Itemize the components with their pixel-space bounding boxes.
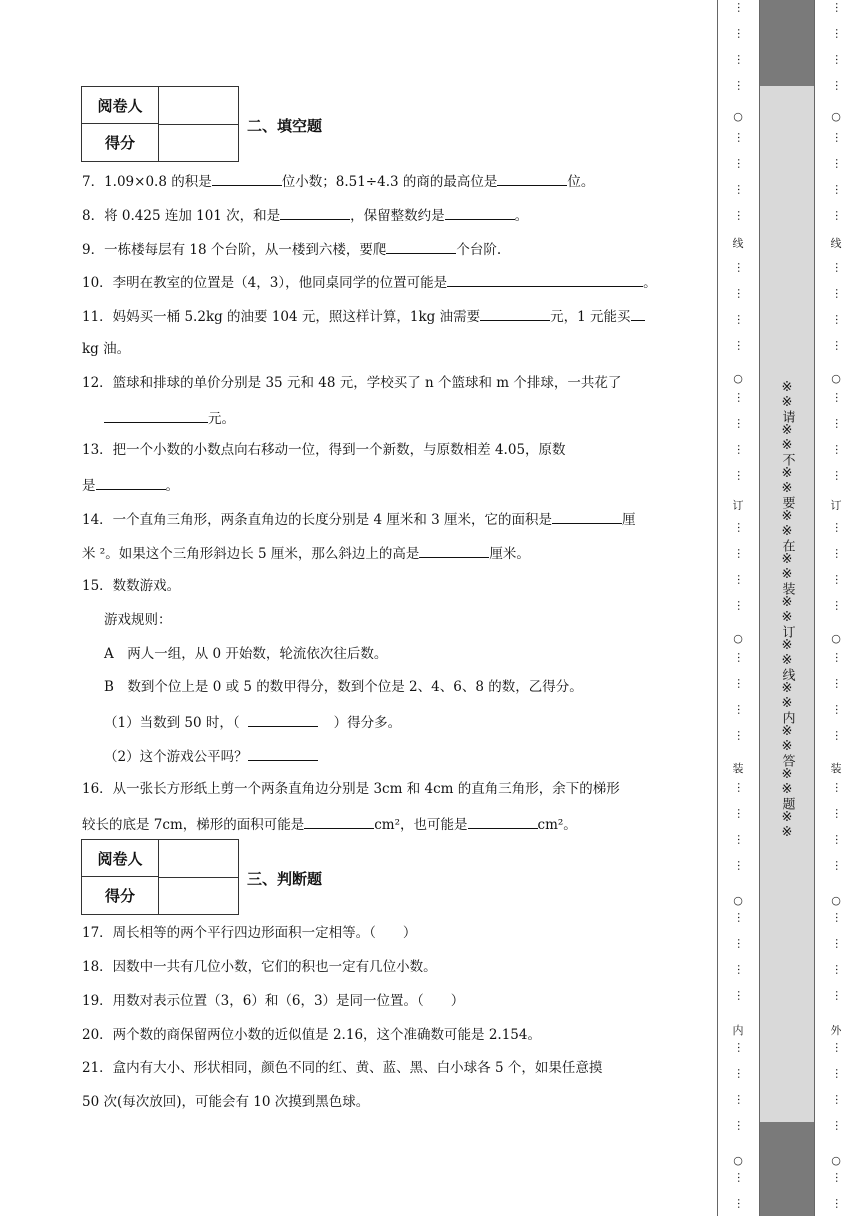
dot-mark: … — [735, 1120, 748, 1131]
dot-mark: … — [735, 210, 748, 221]
dot-mark: … — [735, 730, 748, 741]
dot-mark: … — [833, 1094, 846, 1105]
binding-label: 线 — [830, 237, 842, 250]
dot-mark: … — [735, 1094, 748, 1105]
question-13: 13．把一个小数的小数点向右移动一位，得到一个新数，与原数相差 4.05，原数 — [82, 442, 566, 458]
circle-mark: ○ — [733, 894, 743, 907]
dot-mark: … — [833, 1042, 846, 1053]
answer-blank[interactable] — [280, 205, 350, 220]
dot-mark: … — [833, 1068, 846, 1079]
answer-blank[interactable] — [552, 509, 622, 524]
dot-mark: … — [735, 600, 748, 611]
game-rule-a: A 两人一组，从 0 开始数，轮流依次往后数。 — [104, 646, 388, 662]
dot-mark: … — [735, 860, 748, 871]
question-7: 7．1.09×0.8 的积是 位小数；8.51÷4.3 的商的最高位是 位。 — [82, 171, 594, 191]
inner-dotted-line — [728, 0, 748, 1216]
dot-mark: … — [735, 314, 748, 325]
circle-mark: ○ — [831, 372, 841, 385]
question-11-line-2: kg 油。 — [82, 341, 131, 357]
question-15-part-1: （1）当数到 50 时，（ ）得分多。 — [104, 712, 401, 732]
dot-mark: … — [833, 392, 846, 403]
question-11: 11．妈妈买一桶 5.2kg 的油要 104 元，照这样计算，1kg 油需要 元，1 元能买 — [82, 306, 645, 326]
question-10: 10．李明在教室的位置是（4，3），他同桌同学的位置可能是 。 — [82, 272, 657, 292]
answer-blank[interactable] — [631, 306, 645, 321]
dot-mark: … — [833, 28, 846, 39]
answer-blank[interactable] — [96, 475, 166, 490]
answer-blank[interactable] — [445, 205, 515, 220]
dot-mark: … — [833, 2, 846, 13]
circle-mark: ○ — [831, 894, 841, 907]
dot-mark: … — [833, 1172, 846, 1183]
dot-mark: … — [735, 158, 748, 169]
dot-mark: … — [735, 2, 748, 13]
binding-label: 外 — [830, 1024, 842, 1037]
question-16: 16．从一张长方形纸上剪一个两条直角边分别是 3cm 和 4cm 的直角三角形，余下的梯形 — [82, 781, 620, 797]
dot-mark: … — [735, 1172, 748, 1183]
score-label: 得分 — [82, 877, 159, 914]
answer-blank[interactable] — [497, 171, 567, 186]
circle-mark: ○ — [733, 372, 743, 385]
question-17: 17．周长相等的两个平行四边形面积一定相等。（ ） — [82, 925, 417, 941]
dot-mark: … — [833, 314, 846, 325]
dot-mark: … — [735, 1042, 748, 1053]
question-12: 12．篮球和排球的单价分别是 35 元和 48 元，学校买了 n 个篮球和 m 个排球，一共花了 — [82, 375, 622, 391]
dot-mark: … — [735, 678, 748, 689]
dot-mark: … — [735, 782, 748, 793]
question-21-line-2: 50 次(每次放回)，可能会有 10 次摸到黑色球。 — [82, 1094, 370, 1110]
score-box-section-2 — [81, 86, 239, 162]
dot-mark: … — [833, 808, 846, 819]
dot-mark: … — [735, 340, 748, 351]
circle-mark: ○ — [831, 1154, 841, 1167]
binding-label: 内 — [732, 1024, 744, 1037]
answer-blank[interactable] — [248, 746, 318, 761]
dot-mark: … — [833, 730, 846, 741]
dot-mark: … — [833, 704, 846, 715]
dot-mark: … — [735, 418, 748, 429]
binding-label: 线 — [732, 237, 744, 250]
dot-mark: … — [735, 834, 748, 845]
binding-label: 装 — [732, 762, 744, 775]
dot-mark: … — [735, 704, 748, 715]
question-19: 19．用数对表示位置（3，6）和（6，3）是同一位置。（ ） — [82, 993, 465, 1009]
dot-mark: … — [833, 210, 846, 221]
dot-mark: … — [833, 132, 846, 143]
dot-mark: … — [833, 522, 846, 533]
dot-mark: … — [735, 132, 748, 143]
dot-mark: … — [735, 392, 748, 403]
answer-blank[interactable] — [468, 814, 538, 829]
binding-warning: ※※请※※不※※要※※在※※装※※订※※线※※内※※答※※题※※ — [779, 380, 795, 840]
answer-blank[interactable] — [447, 272, 643, 287]
dot-mark: … — [833, 782, 846, 793]
outer-dotted-line — [826, 0, 846, 1216]
dot-mark: … — [735, 262, 748, 273]
question-21: 21．盒内有大小、形状相同，颜色不同的红、黄、蓝、黑、白小球各 5 个，如果任意摸 — [82, 1060, 603, 1076]
dot-mark: … — [735, 912, 748, 923]
dot-mark: … — [833, 288, 846, 299]
dot-mark: … — [833, 548, 846, 559]
game-rule-b: B 数到个位上是 0 或 5 的数甲得分，数到个位是 2、4、6、8 的数，乙得分。 — [104, 679, 583, 695]
dot-mark: … — [833, 678, 846, 689]
dot-mark: … — [735, 470, 748, 481]
dot-mark: … — [735, 808, 748, 819]
dot-mark: … — [833, 444, 846, 455]
question-14: 14．一个直角三角形，两条直角边的长度分别是 4 厘米和 3 厘米，它的面积是 厘 — [82, 509, 636, 529]
dot-mark: … — [735, 522, 748, 533]
dot-mark: … — [833, 80, 846, 91]
dot-mark: … — [833, 262, 846, 273]
binding-border-right — [814, 0, 815, 1216]
binding-dark-block-bottom — [760, 1122, 814, 1216]
dot-mark: … — [833, 834, 846, 845]
answer-blank[interactable] — [212, 171, 282, 186]
dot-mark: … — [735, 288, 748, 299]
circle-mark: ○ — [831, 632, 841, 645]
dot-mark: … — [735, 54, 748, 65]
binding-dark-block-top — [760, 0, 814, 86]
dot-mark: … — [833, 1120, 846, 1131]
dot-mark: … — [735, 990, 748, 1001]
dot-mark: … — [735, 28, 748, 39]
dot-mark: … — [833, 860, 846, 871]
dot-mark: … — [833, 184, 846, 195]
section-title-fill-in: 二、填空题 — [247, 117, 323, 135]
dot-mark: … — [833, 470, 846, 481]
dot-mark: … — [735, 574, 748, 585]
question-8: 8．将 0.425 连加 101 次，和是 ，保留整数约是 。 — [82, 205, 528, 225]
dot-mark: … — [833, 158, 846, 169]
dot-mark: … — [833, 1198, 846, 1209]
dot-mark: … — [735, 184, 748, 195]
dot-mark: … — [833, 912, 846, 923]
reviewer-label: 阅卷人 — [82, 87, 159, 124]
dot-mark: … — [833, 938, 846, 949]
dot-mark: … — [833, 600, 846, 611]
answer-blank[interactable] — [480, 306, 550, 321]
circle-mark: ○ — [831, 110, 841, 123]
dot-mark: … — [735, 80, 748, 91]
answer-blank[interactable] — [304, 814, 374, 829]
dot-mark: … — [833, 964, 846, 975]
dot-mark: … — [735, 938, 748, 949]
dot-mark: … — [833, 990, 846, 1001]
dot-mark: … — [735, 652, 748, 663]
score-label: 得分 — [82, 124, 159, 161]
dot-mark: … — [833, 652, 846, 663]
dot-mark: … — [833, 418, 846, 429]
binding-label: 订 — [732, 499, 744, 512]
question-15: 15．数数游戏。 — [82, 578, 181, 594]
question-12-line-2: 元。 — [104, 408, 235, 428]
answer-blank[interactable] — [248, 712, 318, 727]
question-15-part-2: （2）这个游戏公平吗？ — [104, 746, 318, 766]
answer-blank[interactable] — [104, 408, 208, 423]
answer-blank[interactable] — [419, 543, 489, 558]
question-20: 20．两个数的商保留两位小数的近似值是 2.16，这个准确数可能是 2.154。 — [82, 1027, 541, 1043]
binding-label: 装 — [830, 762, 842, 775]
section-title-true-false: 三、判断题 — [247, 870, 323, 888]
binding-border-left — [717, 0, 718, 1216]
question-18: 18．因数中一共有几位小数，它们的积也一定有几位小数。 — [82, 959, 437, 975]
dot-mark: … — [833, 54, 846, 65]
dot-mark: … — [833, 340, 846, 351]
circle-mark: ○ — [733, 110, 743, 123]
reviewer-label: 阅卷人 — [82, 840, 159, 877]
circle-mark: ○ — [733, 1154, 743, 1167]
question-14-line-2: 米 ²。如果这个三角形斜边长 5 厘米，那么斜边上的高是 厘米。 — [82, 543, 530, 563]
dot-mark: … — [735, 1198, 748, 1209]
question-13-line-2: 是 。 — [82, 475, 179, 495]
score-box-section-3 — [81, 839, 239, 915]
circle-mark: ○ — [733, 632, 743, 645]
question-16-line-2: 较长的底是 7cm，梯形的面积可能是 cm²，也可能是 cm²。 — [82, 814, 577, 834]
dot-mark: … — [735, 1068, 748, 1079]
dot-mark: … — [833, 574, 846, 585]
binding-label: 订 — [830, 499, 842, 512]
dot-mark: … — [735, 444, 748, 455]
question-9: 9．一栋楼每层有 18 个台阶，从一楼到六楼，要爬 个台阶. — [82, 239, 501, 259]
game-rules-heading: 游戏规则： — [104, 612, 172, 628]
dot-mark: … — [735, 964, 748, 975]
dot-mark: … — [735, 548, 748, 559]
answer-blank[interactable] — [386, 239, 456, 254]
